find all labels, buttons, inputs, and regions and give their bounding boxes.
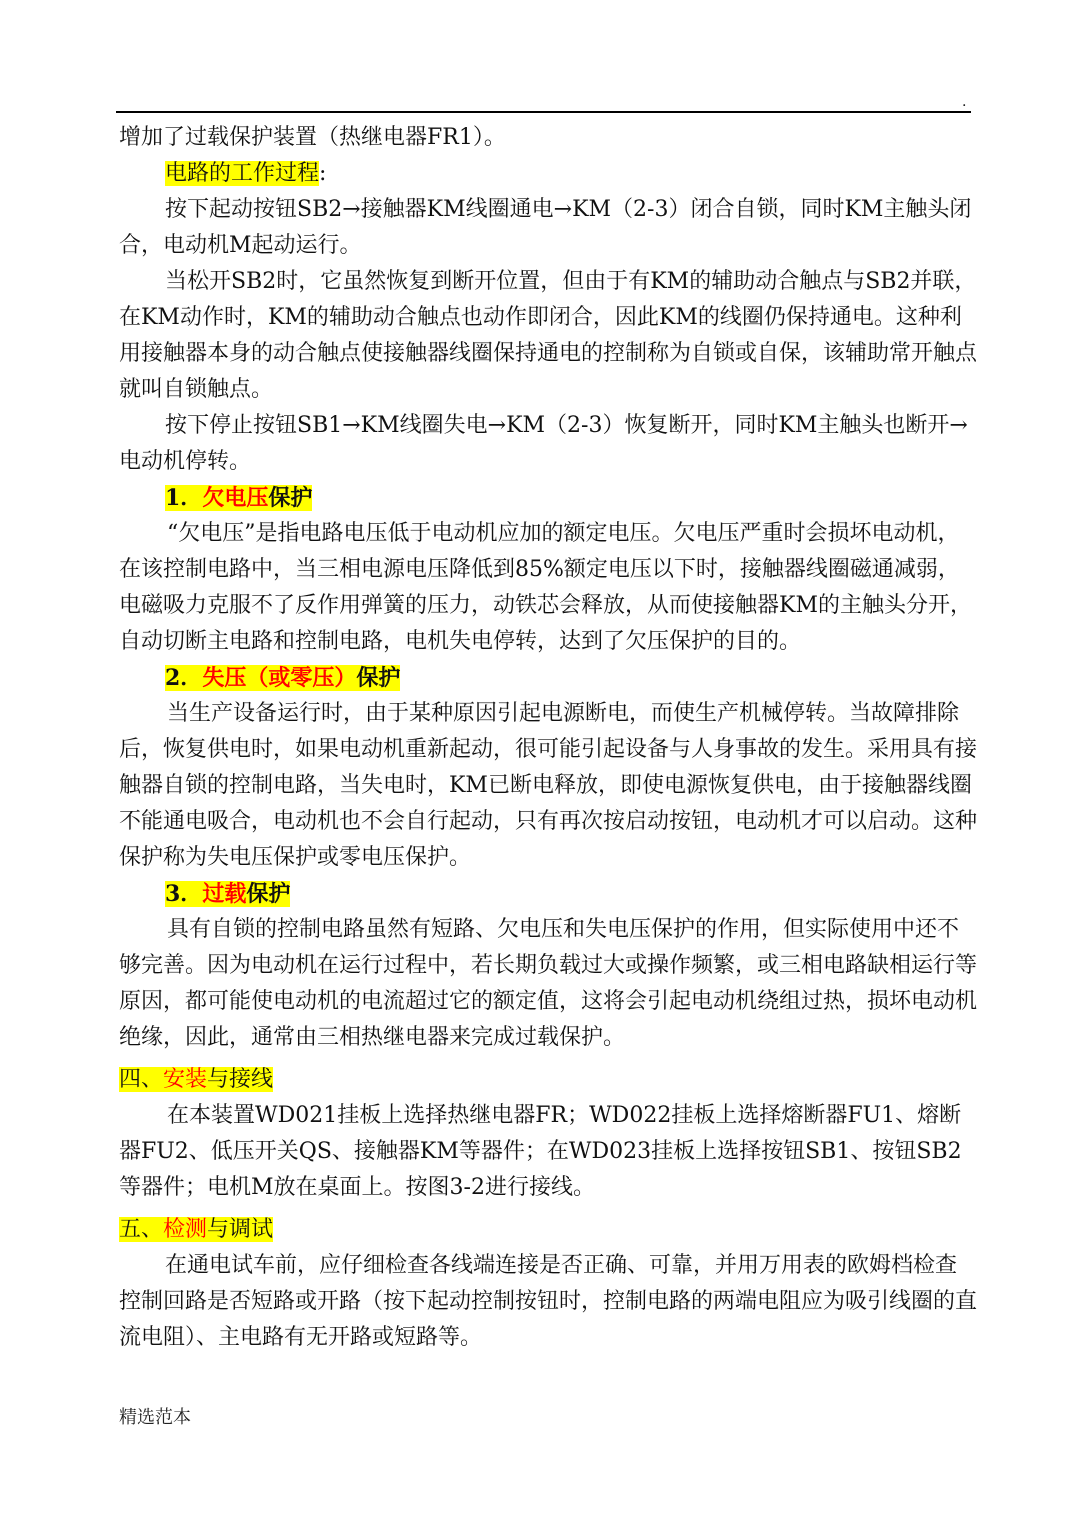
- heading-red-text: 检测: [163, 1217, 208, 1242]
- heading-number: 3．: [165, 881, 203, 907]
- heading-testing: [119, 1212, 977, 1248]
- header-rule: [116, 111, 971, 113]
- heading-overload: [119, 876, 977, 912]
- heading-red-text: 欠电压: [202, 485, 269, 511]
- section-working-process-title: [119, 156, 977, 192]
- heading-prefix: 四、: [119, 1067, 164, 1092]
- heading-text: 保护: [246, 881, 291, 907]
- document-body: [119, 120, 977, 1356]
- heading-number: 2．: [165, 665, 203, 691]
- paragraph-stop-process: 按下停止按钮SB1→KM线圈失电→KM（2-3）恢复断开，同时KM主触头也断开→电动机停转。: [119, 413, 968, 474]
- heading-no-voltage: [119, 660, 977, 696]
- heading-red-text: 过载: [202, 881, 247, 907]
- paragraph-testing: 在通电试车前，应仔细检查各线端连接是否正确、可靠，并用万用表的欧姆档检查控制回路是否短路或开路（按下起动控制按钮时，控制电路的两端电阻应为吸引线圈的直流电阻）、主电路有无开路或短路等。: [119, 1253, 978, 1350]
- paragraph-overload: 具有自锁的控制电路虽然有短路、欠电压和失电压保护的作用，但实际使用中还不够完善。因为电动机在运行过程中，若长期负载过大或操作频繁，或三相电路缺相运行等原因，都可能使电动机的电流超过它的额定值，这将会引起电动机绕组过热，损坏电动机绝缘，因此，通常由三相热继电器来完成过载保护。: [119, 917, 978, 1050]
- heading-undervoltage: [119, 480, 977, 516]
- heading-red-text: 安装: [163, 1067, 208, 1092]
- heading-text: 保护: [356, 665, 401, 691]
- heading-red-text: 失压（或零压）: [202, 665, 357, 691]
- heading-installation: [119, 1062, 977, 1098]
- paragraph-undervoltage: “欠电压”是指电路电压低于电动机应加的额定电压。欠电压严重时会损坏电动机，在该控制电路中，当三相电源电压降低到85%额定电压以下时，接触器线圈磁通减弱，电磁吸力克服不了反作用弹簧的压力，动铁芯会释放，从而使接触器KM的主触头分开，自动切断主电路和控制电路，电机失电停转，达到了欠压保护的目的。: [119, 521, 972, 654]
- paragraph-installation: 在本装置WD021挂板上选择热继电器FR；WD022挂板上选择熔断器FU1、熔断器FU2、低压开关QS、接触器KM等器件；在WD023挂板上选择按钮SB1、按钮SB2等器件；电机M放在桌面上。按图3-2进行接线。: [119, 1103, 962, 1200]
- heading-text: 与接线: [207, 1067, 274, 1092]
- paragraph-no-voltage: 当生产设备运行时，由于某种原因引起电源断电，而使生产机械停转。当故障排除后，恢复供电时，如果电动机重新起动，很可能引起设备与人身事故的发生。采用具有接触器自锁的控制电路，当失电时，KM已断电释放，即使电源恢复供电，由于接触器线圈不能通电吸合，电动机也不会自行起动，只有再次按启动按钮，电动机才可以启动。这种保护称为失电压保护或零电压保护。: [119, 701, 978, 870]
- title-colon: :: [319, 161, 327, 186]
- paragraph-start-process: 按下起动按钮SB2→接触器KM线圈通电→KM（2-3）闭合自锁，同时KM主触头闭合，电动机M起动运行。: [119, 197, 972, 258]
- heading-number: 1．: [165, 485, 203, 511]
- highlighted-title: 电路的工作过程: [165, 161, 320, 186]
- paragraph-overload-device: 增加了过载保护装置（热继电器FR1）。: [119, 125, 506, 150]
- heading-text: 与调试: [207, 1217, 274, 1242]
- footer-label: 精选范本: [119, 1407, 191, 1428]
- heading-text: 保护: [268, 485, 313, 511]
- header-mark: .: [962, 94, 967, 110]
- paragraph-self-lock: 当松开SB2时，它虽然恢复到断开位置，但由于有KM的辅助动合触点与SB2并联，在KM动作时，KM的辅助动合触点也动作即闭合，因此KM的线圈仍保持通电。这种利用接触器本身的动合触点使接触器线圈保持通电的控制称为自锁或自保，该辅助常开触点就叫自锁触点。: [119, 269, 978, 402]
- heading-prefix: 五、: [119, 1217, 164, 1242]
